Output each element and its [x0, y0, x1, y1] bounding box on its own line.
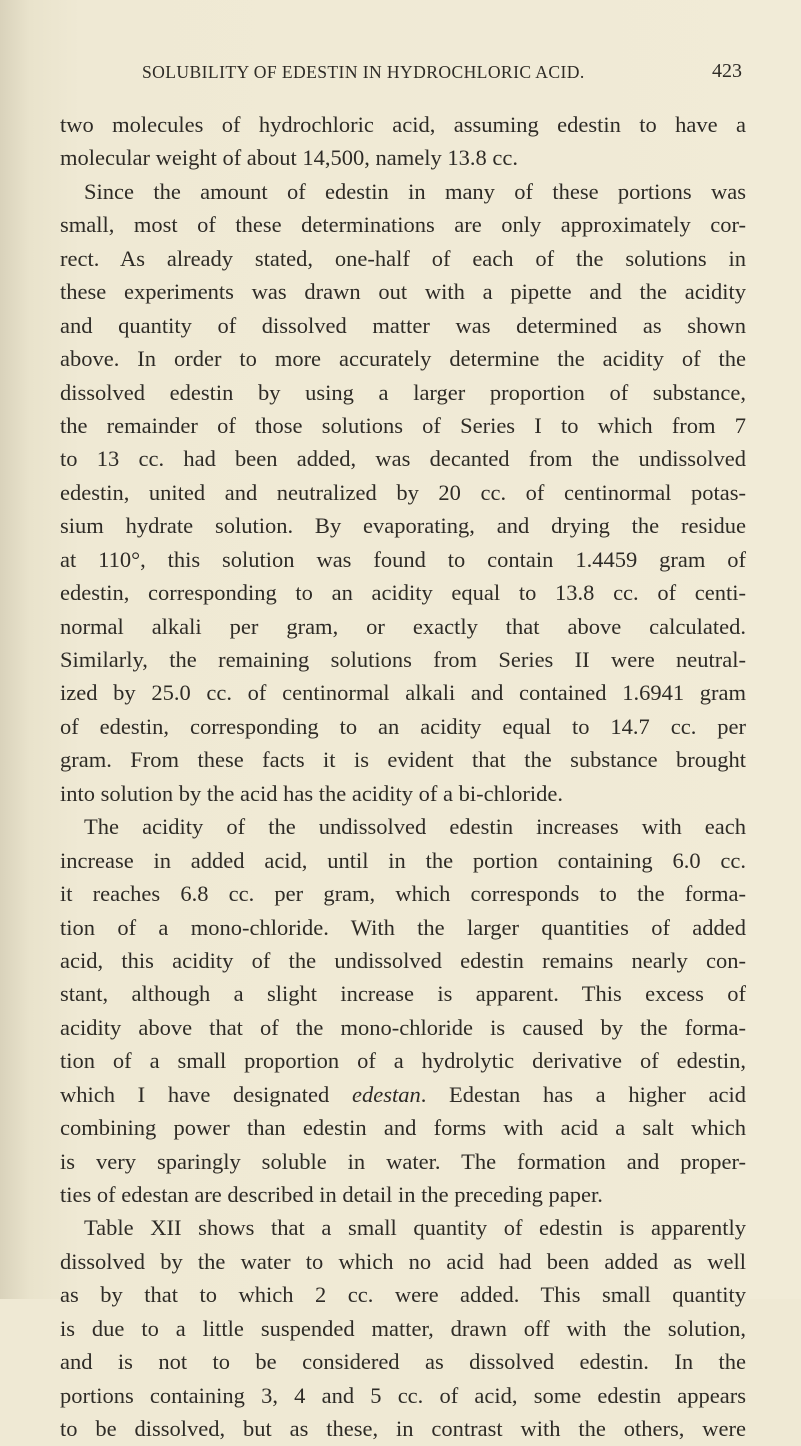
body-text [60, 108, 746, 1446]
text-line: to 13 cc. had been added, was decanted from the undissolved [60, 446, 746, 472]
text-line: gram. From these facts it is evident that the substance brought [60, 747, 746, 773]
text-line: Since the amount of edestin in many of these portions was [84, 178, 746, 204]
text-line: these experiments was drawn out with a pipette and the acidity [60, 279, 746, 305]
text-line: rect. As already stated, one-half of each of the solutions in [60, 245, 746, 271]
page-number: 423 [712, 60, 742, 82]
italic-term: edestan [351, 1081, 421, 1107]
text-line: is due to a little suspended matter, drawn off with the solution, [60, 1315, 746, 1341]
text-line: dissolved by the water to which no acid had been added as well [60, 1248, 746, 1274]
text-line: acid, this acidity of the undissolved edestin remains nearly con- [60, 947, 746, 973]
text-line: edestin, united and neutralized by 20 cc. of centinormal potas- [60, 479, 746, 505]
text-line: small, most of these determinations are only approximately cor- [60, 212, 746, 238]
text-line: The acidity of the undissolved edestin increases with each [84, 814, 746, 840]
text-line: and quantity of dissolved matter was determined as shown [60, 312, 746, 338]
text-line: the remainder of those solutions of Series I to which from 7 [60, 412, 746, 438]
text-line: molecular weight of about 14,500, namely 13.8 cc. [60, 145, 518, 171]
text-line: combining power than edestin and forms with acid a salt which [60, 1115, 746, 1141]
text-line: two molecules of hydrochloric acid, assuming edestin to have a [60, 112, 746, 137]
text-line: dissolved edestin by using a larger proportion of substance, [60, 379, 746, 405]
text-line: to be dissolved, but as these, in contrast with the others, were [60, 1416, 746, 1442]
text-line: edestin, corresponding to an acidity equal to 13.8 cc. of centi- [60, 580, 746, 606]
text-line: into solution by the acid has the acidity of a bi-chloride. [60, 780, 563, 806]
text-line: acidity above that of the mono-chloride is caused by the forma- [60, 1014, 746, 1040]
text-line: above. In order to more accurately determine the acidity of the [60, 346, 746, 372]
text-line: tion of a small proportion of a hydrolytic derivative of edestin, [60, 1048, 746, 1074]
text-line: of edestin, corresponding to an acidity equal to 14.7 cc. per [60, 713, 746, 739]
text-line: at 110°, this solution was found to contain 1.4459 gram of [60, 546, 746, 572]
text-line: and is not to be considered as dissolved edestin. In the [60, 1349, 746, 1375]
text-line: Similarly, the remaining solutions from Series II were neutral- [60, 647, 746, 672]
text-line: portions containing 3, 4 and 5 cc. of acid, some edestin appears [60, 1382, 746, 1408]
text-segment: . Edestan has a higher acid [420, 1081, 747, 1107]
text-segment: which I have designated [60, 1081, 352, 1107]
running-head: SOLUBILITY OF EDESTIN IN HYDROCHLORIC ACID. [142, 62, 585, 82]
text-line: sium hydrate solution. By evaporating, and drying the residue [60, 513, 746, 539]
text-line [60, 1078, 746, 1111]
text-line: stant, although a slight increase is apparent. This excess of [60, 981, 746, 1007]
text-line: normal alkali per gram, or exactly that above calculated. [60, 613, 746, 639]
text-line: ized by 25.0 cc. of centinormal alkali and contained 1.6941 gram [60, 680, 746, 706]
text-line: tion of a mono-chloride. With the larger quantities of added [60, 914, 746, 940]
text-line: Table XII shows that a small quantity of edestin is apparently [84, 1215, 746, 1241]
text-line: increase in added acid, until in the portion containing 6.0 cc. [60, 847, 746, 873]
text-line: as by that to which 2 cc. were added. This small quantity [60, 1282, 746, 1308]
text-line: is very sparingly soluble in water. The formation and proper- [60, 1148, 746, 1174]
text-line: it reaches 6.8 cc. per gram, which corresponds to the forma- [60, 881, 746, 907]
text-line: ties of edestan are described in detail in the preceding paper. [60, 1182, 603, 1207]
